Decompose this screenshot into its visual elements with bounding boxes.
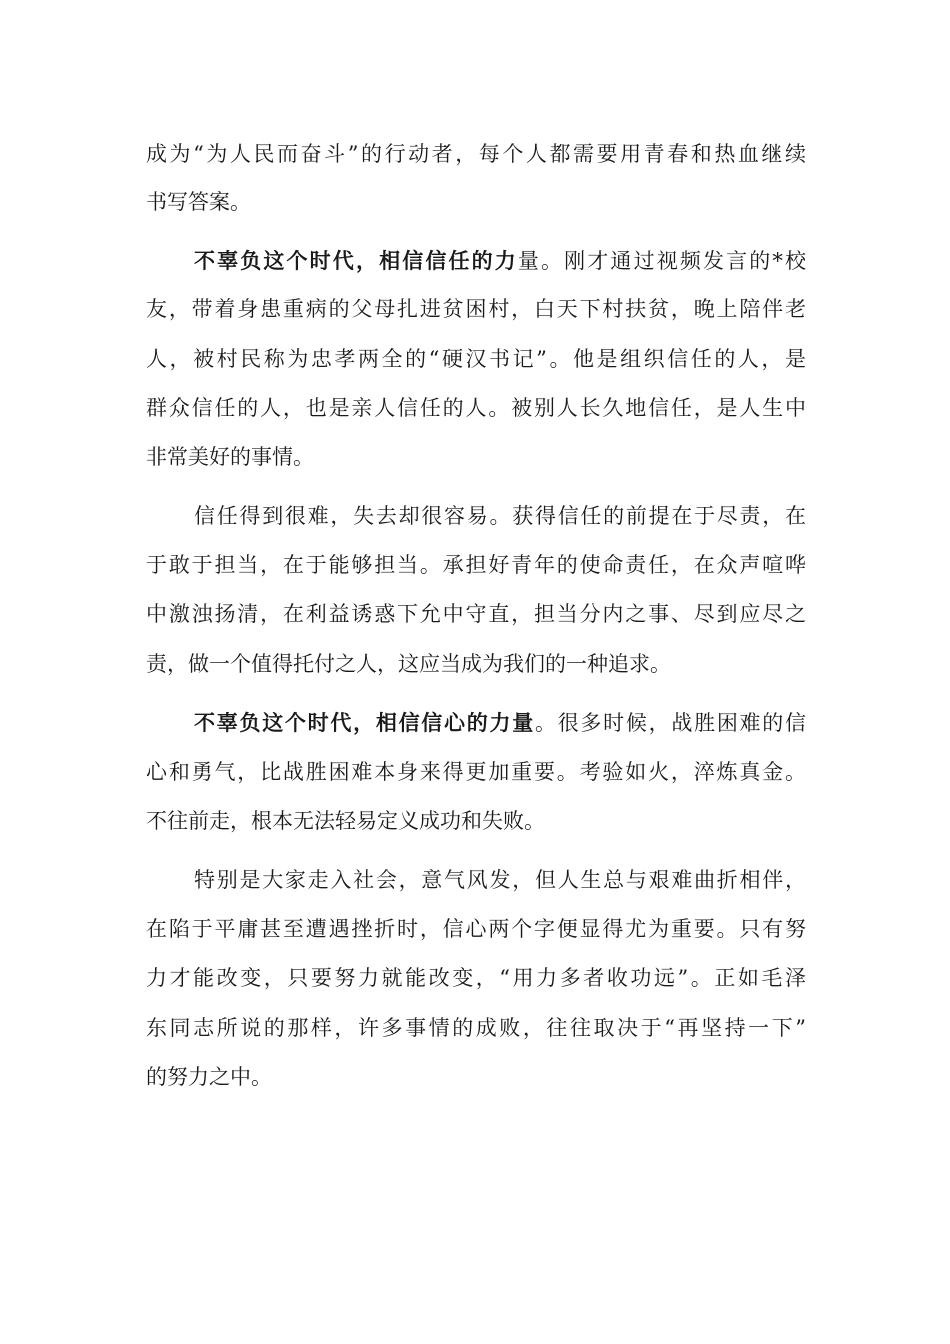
text-line: 信任得到很难，失去却很容易。获得信任的前提在于尽责，在: [194, 504, 806, 528]
text-span: 量。刚才通过视频发言的*校: [517, 249, 806, 273]
text-line: 特别是大家走入社会，意气风发，但人生总与艰难曲折相伴，: [194, 868, 806, 892]
text-line: 群众信任的人，也是亲人信任的人。被别人长久地信任，是人生中: [146, 396, 806, 420]
paragraph-first-line: [194, 247, 806, 275]
text-line: 非常美好的事情。: [146, 445, 314, 469]
text-line: 人，被村民称为忠孝两全的“硬汉书记”。他是组织信任的人，是: [146, 347, 806, 371]
text-line: 友，带着身患重病的父母扎进贫困村，白天下村扶贫，晚上陪伴老: [146, 297, 806, 321]
text-line: 心和勇气，比战胜困难本身来得更加重要。考验如火，淬炼真金。: [146, 760, 806, 784]
text-line: 东同志所说的那样，许多事情的成败，往往取决于“再坚持一下”: [146, 1016, 806, 1040]
bold-lead-text: 不辜负这个时代，相信信任的力: [194, 249, 518, 273]
bold-lead-text: 不辜负这个时代，相信信心的力量: [194, 711, 535, 735]
text-line: 的努力之中。: [146, 1065, 272, 1089]
text-line: 书写答案。: [146, 190, 251, 214]
text-line: 中激浊扬清，在利益诱惑下允中守直，担当分内之事、尽到应尽之: [146, 602, 806, 626]
text-line: 在陷于平庸甚至遭遇挫折时，信心两个字便显得尤为重要。只有努: [146, 917, 806, 941]
text-line: 于敢于担当，在于能够担当。承担好青年的使命责任，在众声喧哗: [146, 553, 806, 577]
text-line: 不往前走，根本无法轻易定义成功和失败。: [146, 809, 545, 833]
text-line: 责，做一个值得托付之人，这应当成为我们的一种追求。: [146, 652, 671, 676]
text-line: 成为“为人民而奋斗”的行动者，每个人都需要用青春和热血继续: [146, 142, 806, 166]
paragraph-first-line: [194, 709, 806, 737]
text-line: 力才能改变，只要努力就能改变，“用力多者收功远”。正如毛泽: [146, 966, 806, 990]
text-span: 。很多时候，战胜困难的信: [534, 711, 806, 735]
